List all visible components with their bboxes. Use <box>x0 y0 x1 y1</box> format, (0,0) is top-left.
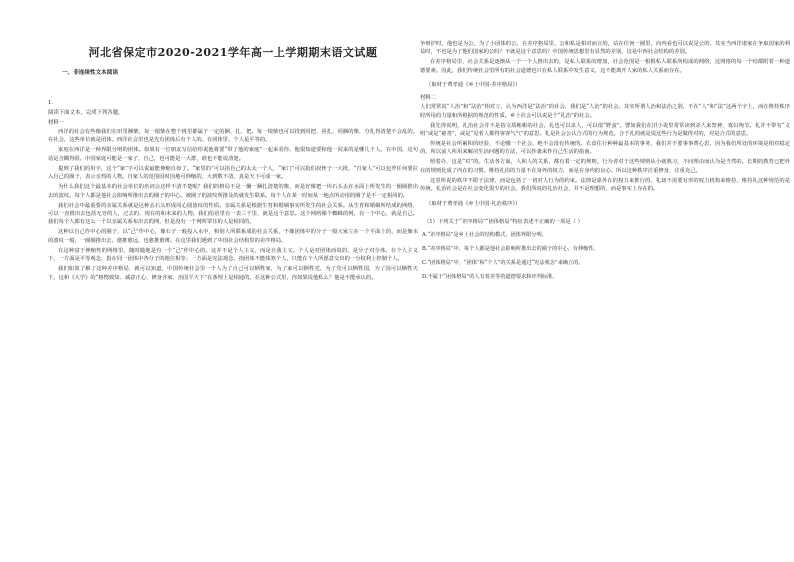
answer-option-a[interactable]: A.“差序格局”是乡土社会的结构模式，团体界限分明。 <box>422 231 547 238</box>
paragraph: 人们常常说“人治”和“法治”相对立，认为西洋是“法治”的社会，我们是“人治”的社会。其实所谓人治和法治之别，不在“人”和“法”这两个字上，而在维持秩序时所用的力量和所根据的规范的性质。乡土社会可以说是个“礼治”的社会。 <box>420 104 790 119</box>
material-2-label: 材料二 <box>420 95 437 102</box>
paragraph: 西洋的社会有些像我们在田里捆柴，每一根柴在整个挑里都属于一定的捆、扎、把。每一根柴也可以找到同把、同扎、同捆的柴，分扎得清楚不会乱的。在社会，这些单位就是团体。西洋社会里也是先有团体后有个人的。在团体里，个人是平等的。 <box>48 129 418 144</box>
paragraph: 我先得说明，礼治社会并不是指文质彬彬的社会。礼也可以杀人，可以很“野蛮”。譬如我们在旧小说里常常读到杀人来祭神，寡妇殉节。礼并不带有“文明”或是“慈善”，或是“见着人都得客客气气”的意思。礼是社会公认合式的行为规范。合于礼的就是说这些行为是做得对的，对是合式的意思。 <box>420 122 790 138</box>
paragraph: 这种以自己作中心的圈子，以“己”作中心，像石子一般投入水中，和别人所联系成的社会关系，不像团体中的分子一般大家立在一个平面上的，而是像水的波纹一般，一圈圈推出去，愈推愈远，也愈推愈薄。在这里我们遇到了中国社会结构里的差序格局。 <box>48 229 418 244</box>
paragraph: 家庭在西洋是一种界限分明的团体。如果有一位朋友写信给你说他将要“带了他的家庭”一起来看你，他很知道要和他一同来的是哪几个人。在中国，这句话是含糊得很。中国家庭可能是一家子，自己，也可能是一大群，谁也不能说清楚。 <box>48 147 418 162</box>
answer-option-b[interactable]: B.“差序格局”中，每个人都是他社会影响所推出去的圈子的中心，有伸缩性。 <box>422 245 599 252</box>
paragraph: 为什么我们这个最基本的社会单位的名词会这样不清不楚呢？我们的格局不是一捆一捆扎清楚的柴，而是好像把一块石头丢在水面上所发生的一圈圈推出去的波纹。每个人都是他社会影响所推出去的圈子的中心。被圈子的波纹所推及的就发生联系。每个人在某一时间某一地点所动用的圈子是不一定相同的。 <box>48 184 418 199</box>
left-column <box>48 0 418 284</box>
paragraph: 我们社会中最重要的亲属关系就是这种丢石头形成同心圆波纹的性质。亲属关系是根据生育和婚姻事实所发生的社会关系。从生育和婚姻所结成的网络，可以一直推出去包括无穷的人，过去的、现在的和未来的人物。我们俗语里有一表三千里，就是这个意思。这个网络像个蜘蛛的网，有一个中心，就是自己。我们每个人都有这么一个以亲属关系布出去的网，但是没有一个网所罩住的人是相同的。 <box>48 202 418 226</box>
section-heading: 一、非连续性文本阅读 <box>62 70 118 76</box>
source-citation: （取材于费孝通《乡土中国·差序格局》） <box>426 82 521 89</box>
item-number: 1. <box>48 100 54 106</box>
source-citation: （取材于费孝通《乡土中国·礼治秩序》） <box>426 200 521 207</box>
paragraph: 争辩护时，他也是为公，为了小团体的公。在差序格局里，公和私是相对而言的，站在任何一圈里，向内看也可以说是公的。其实当西洋诸家在争取国家的利益时，不也是为了他们国家的公吗？不就是这个意思吗？中国传统思想里有显然的差别，这是中西社会结构的差别。 <box>420 41 790 56</box>
answer-option-d[interactable]: D.不属于“团体格局”的人有着差等的道德要求和评判标准。 <box>422 274 558 281</box>
paragraph: 在这种富于伸缩性的网络里，随时随地是有一个“己”作中心的。这并不是个人主义，而是自我主义。个人是对团体而说的，是分子对全体。在个人主义下，一方面是平等观念，指在同一团体中各分子的地位相等；一方面是宪法观念，指团体不能抹煞个人，只能在个人所愿意交出的一分权利上控制个人。 <box>48 247 418 263</box>
paragraph: 在差序格局里，社会关系是逐渐从一个一个人推出去的，是私人联系的增加，社会范围是一根根私人联系所构成的网络，这网络的每一个结都附着一种道德要素。因此，我们传统社会里所有的社会道德也只在私人联系中发生意义，这不能离开人家的私人关系而存在。 <box>420 59 790 74</box>
paragraph: 传统是社会所累积的经验，不论哪一个社会，绝不会没有传统的。衣食住行种种最基本的事务，我们并不要事事费心思，因为我们所处的环境是相对稳定的，所以前人所用来解决生活问题的方法，可以抄袭来作自己生活的指南。 <box>420 141 790 156</box>
paragraph: 这里所说的秩序不限于法律，而是包括了一切对人行为的约束。法律是靠外在的权力来推行的，礼却不需要有形的权力机构来维持，维持礼这种规范的是传统。礼治社会是在社会变化很少的社会。我们所说的礼治社会，并不是理想的，而是事实上存在的。 <box>420 177 790 193</box>
paragraph: 我们如果了解了这种差序格局，就可以知道，中国传统社会里一个人为了自己可以牺牲家，为了家可以牺牲党，为了党可以牺牲国，为了国可以牺牲天下。这和《大学》的“格物致知、诚意正心、修身齐家、治国平天下”在条理上是相通的。在这种公式里，你如果说他私么？他是不能承认的。 <box>48 266 418 281</box>
answer-option-c[interactable]: C.“团体格局”中，“团体”和“个人”的关系是通过“宪法观念”来确立的。 <box>422 260 584 267</box>
paragraph: 提到了我们的用字，这个“家”字可以说最能伸缩自如了。“家里的”可以指自己的太太一个人，“家门”可以指伯叔侄子一大批，“自家人”可以包罗任何要拉入自己的圈子，表示亲热的人物。自家人的范围因时因地可伸缩的，大到数不清，真是天下可成一家。 <box>48 165 418 181</box>
right-column <box>420 40 790 287</box>
page-title: 河北省保定市2020-2021学年高一上学期期末语文试题 <box>88 46 378 59</box>
paragraph: 照着办，这是“对”的。生活各方面，人和人的关系，都有着一定的规则。行为者对于这些规则从小就熟习，不问理由而认为是当然的。长期的教育已把外在的规则化成了内在的习惯。维持礼俗的力量不在身外的权力，而是在身内的良心。所以这种秩序注重修身，注重克己。 <box>420 159 790 174</box>
material-1-label: 材料一 <box>48 120 65 126</box>
instruction: 阅读下面文本，完成下列各题。 <box>48 110 124 116</box>
question-stem: （1）下列关于“差序格局”“团体格局”特征表述不正确的一项是（ ） <box>424 218 583 225</box>
